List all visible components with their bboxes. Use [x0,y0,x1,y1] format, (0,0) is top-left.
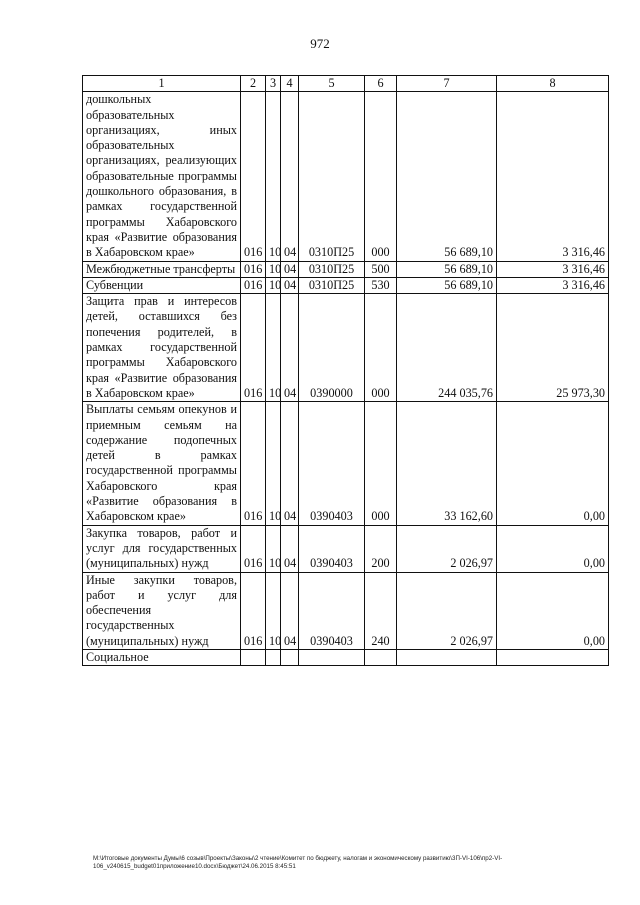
row-value-cell: 0,00 [497,572,609,649]
row-name-cell: Выплаты семьям опекунов и приемным семьям на содержание подопечных детей в рамках государственной программы Хабаровского края «Развитие образования в Хабаровском крае» [83,402,241,525]
page-number: 972 [310,36,330,51]
row-value-cell [241,649,266,665]
row-value-cell [299,649,365,665]
row-value-cell: 56 689,10 [397,92,497,261]
row-value-cell [397,649,497,665]
row-value-cell: 0,00 [497,402,609,525]
row-value-cell: 016 [241,277,266,293]
row-value-cell: 500 [365,261,397,277]
row-name-cell: дошкольных образовательных организациях, иных образовательных организациях, реализующих образовательные программы дошкольного образования, в рамках государственной программы Хабаровского края «Развитие образования в Хабаровском крае» [83,92,241,261]
table-row [83,525,609,572]
row-name-cell: Социальное [83,649,241,665]
row-value-cell: 10 [266,277,281,293]
row-value-cell: 10 [266,402,281,525]
header-cell: 5 [299,76,365,92]
row-value-cell: 04 [281,277,299,293]
row-value-cell: 56 689,10 [397,261,497,277]
row-value-cell: 10 [266,525,281,572]
row-name-cell: Межбюджетные трансферты [83,261,241,277]
row-value-cell [281,649,299,665]
row-value-cell: 04 [281,294,299,402]
row-value-cell: 016 [241,92,266,261]
row-value-cell [365,649,397,665]
row-value-cell: 0310П25 [299,261,365,277]
header-cell: 2 [241,76,266,92]
row-value-cell: 04 [281,92,299,261]
row-value-cell: 3 316,46 [497,277,609,293]
row-value-cell: 04 [281,402,299,525]
table-row [83,402,609,525]
row-value-cell: 0390403 [299,572,365,649]
row-value-cell: 0390000 [299,294,365,402]
row-value-cell: 25 973,30 [497,294,609,402]
table-row [83,92,609,261]
table-row [83,261,609,277]
header-cell: 7 [397,76,497,92]
row-value-cell: 3 316,46 [497,261,609,277]
row-value-cell: 016 [241,402,266,525]
row-value-cell: 000 [365,92,397,261]
row-value-cell: 016 [241,294,266,402]
row-value-cell: 0310П25 [299,92,365,261]
row-value-cell: 240 [365,572,397,649]
row-name-cell: Субвенции [83,277,241,293]
row-value-cell: 0310П25 [299,277,365,293]
row-value-cell: 016 [241,261,266,277]
row-value-cell [266,649,281,665]
header-cell: 3 [266,76,281,92]
row-value-cell: 04 [281,261,299,277]
row-value-cell: 10 [266,294,281,402]
row-value-cell: 2 026,97 [397,525,497,572]
table-row [83,572,609,649]
row-value-cell: 2 026,97 [397,572,497,649]
header-row [83,76,609,92]
row-value-cell: 244 035,76 [397,294,497,402]
file-path-footer: M:\Итоговые документы Думы\6 созыв\Проекты\Законы\2 чтение\Комитет по бюджету, налогам и экономическому развитию\3П-VI-106\пр2-VI-106_v240615_budget01приложение10.docx\Бюджет\24.06.2015 8:45:51 [93,855,503,870]
header-cell: 6 [365,76,397,92]
row-value-cell: 56 689,10 [397,277,497,293]
row-value-cell: 0390403 [299,525,365,572]
header-cell: 4 [281,76,299,92]
row-value-cell: 200 [365,525,397,572]
table-row [83,277,609,293]
row-value-cell: 016 [241,525,266,572]
row-name-cell: Защита прав и интересов детей, оставшихся без попечения родителей, в рамках государственной программы Хабаровского края «Развитие образования в Хабаровском крае» [83,294,241,402]
row-value-cell: 10 [266,572,281,649]
row-value-cell: 016 [241,572,266,649]
row-value-cell: 33 162,60 [397,402,497,525]
budget-table [82,75,609,666]
table-row [83,294,609,402]
header-cell: 1 [83,76,241,92]
row-value-cell: 10 [266,92,281,261]
table-row [83,649,609,665]
row-value-cell: 10 [266,261,281,277]
row-value-cell: 04 [281,525,299,572]
row-value-cell: 3 316,46 [497,92,609,261]
header-cell: 8 [497,76,609,92]
row-value-cell [497,649,609,665]
row-value-cell: 04 [281,572,299,649]
row-value-cell: 000 [365,294,397,402]
row-name-cell: Закупка товаров, работ и услуг для государственных (муниципальных) нужд [83,525,241,572]
row-name-cell: Иные закупки товаров, работ и услуг для обеспечения государственных (муниципальных) нужд [83,572,241,649]
row-value-cell: 0390403 [299,402,365,525]
row-value-cell: 000 [365,402,397,525]
row-value-cell: 0,00 [497,525,609,572]
row-value-cell: 530 [365,277,397,293]
